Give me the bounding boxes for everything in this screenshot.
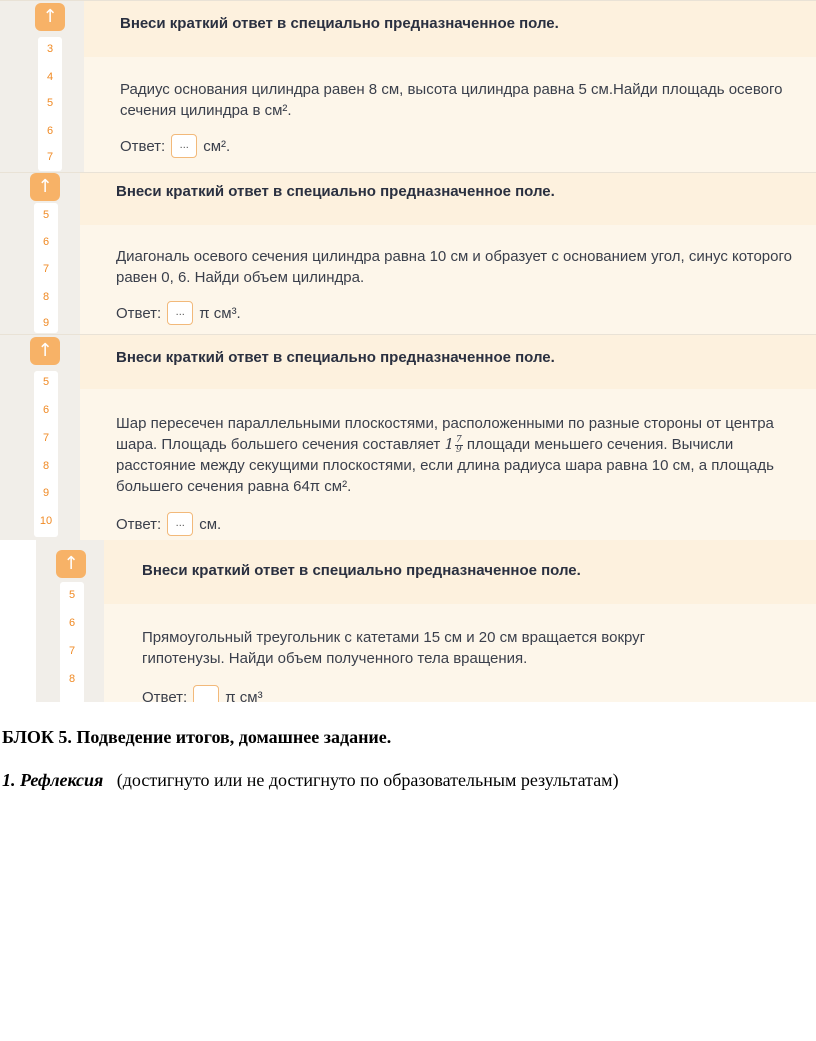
line-number: 6 <box>42 236 50 248</box>
scroll-up-button[interactable] <box>30 173 60 201</box>
line-number: 8 <box>42 460 50 472</box>
reflection-item <box>2 770 619 791</box>
answer-unit: см². <box>203 137 231 155</box>
answer-label: Ответ: <box>142 688 188 702</box>
task-panel-3 <box>0 334 816 541</box>
task-panel-1 <box>0 0 816 173</box>
line-number: 9 <box>42 487 50 499</box>
problem-text: Прямоугольный треугольник с катетами 15 см и 20 см вращается вокруг гипотенузы. Найди объем полученного тела вращения. <box>142 629 646 667</box>
line-number: 7 <box>42 432 50 444</box>
line-number: 6 <box>68 617 76 629</box>
answer-input[interactable]: ... <box>167 301 193 325</box>
problem-text: Диагональ осевого сечения цилиндра равна 10 см и образует с основанием угол, синус которого равен 0, 6. Найди объем цилиндра. <box>116 248 792 286</box>
answer-unit: см. <box>199 515 222 533</box>
line-number: 9 <box>42 317 50 329</box>
scroll-up-button[interactable] <box>35 3 65 31</box>
task-instruction: Внеси краткий ответ в специально предназначенное поле. <box>142 562 581 579</box>
line-number: 4 <box>46 71 54 83</box>
problem-text: Радиус основания цилиндра равен 8 см, высота цилиндра равна 5 см.Найди площадь осевого сечения цилиндра в см². <box>120 81 783 119</box>
line-number: 8 <box>42 291 50 303</box>
block-heading: БЛОК 5. Подведение итогов, домашнее задание. <box>2 727 392 747</box>
line-number: 7 <box>68 645 76 657</box>
item-number: 1. <box>2 770 16 790</box>
scroll-up-button[interactable] <box>56 550 86 578</box>
line-number: 5 <box>42 376 50 388</box>
line-number: 5 <box>46 97 54 109</box>
mixed-number-whole: 1 <box>444 435 454 453</box>
arrow-up-icon: ↑ <box>37 176 53 197</box>
item-title: Рефлексия <box>20 770 104 790</box>
line-number: 5 <box>68 589 76 601</box>
arrow-up-icon: ↑ <box>42 6 58 27</box>
line-number: 5 <box>42 209 50 221</box>
task-panel-4 <box>0 540 816 702</box>
answer-row <box>120 134 230 158</box>
answer-label: Ответ: <box>116 515 162 533</box>
item-text: (достигнуто или не достигнуто по образовательным результатам) <box>116 770 619 790</box>
answer-row <box>116 301 241 325</box>
answer-input[interactable]: ... <box>171 134 197 158</box>
line-number: 8 <box>68 673 76 685</box>
line-numbers <box>60 582 84 702</box>
answer-input[interactable] <box>193 685 219 702</box>
answer-label: Ответ: <box>116 304 162 322</box>
mixed-number-fraction: $\frac{7}{9}$ <box>456 434 462 455</box>
task-panel-2 <box>0 172 816 335</box>
answer-input[interactable]: ... <box>167 512 193 536</box>
task-instruction: Внеси краткий ответ в специально предназначенное поле. <box>116 349 555 366</box>
scroll-up-button[interactable] <box>30 337 60 365</box>
line-number: 3 <box>46 43 54 55</box>
line-numbers <box>34 203 58 333</box>
answer-label: Ответ: <box>120 137 166 155</box>
line-number: 6 <box>46 125 54 137</box>
line-numbers <box>38 37 62 171</box>
line-number: 7 <box>42 263 50 275</box>
line-number: 7 <box>46 151 54 163</box>
line-number: 6 <box>42 404 50 416</box>
task-instruction: Внеси краткий ответ в специально предназначенное поле. <box>116 183 555 200</box>
answer-row <box>116 512 221 536</box>
answer-unit: π см³. <box>199 304 241 322</box>
line-number: 10 <box>39 515 53 527</box>
problem-text: Шар пересечен параллельными плоскостями, расположенными по разные стороны от центра шара. Площадь большего сечения составляет 1 $\frac{7}{9}$ площади меньшего сечения. Вычисли расстояние между секущими плоскостями, если длина радиуса шара равна 10 см, а площадь большего сечения равна 64π см². <box>116 415 774 495</box>
answer-unit: π см³ <box>225 688 263 702</box>
arrow-up-icon: ↑ <box>37 340 53 361</box>
task-instruction: Внеси краткий ответ в специально предназначенное поле. <box>120 15 559 32</box>
arrow-up-icon: ↑ <box>63 553 79 574</box>
line-numbers <box>34 371 58 537</box>
answer-row <box>142 685 263 702</box>
